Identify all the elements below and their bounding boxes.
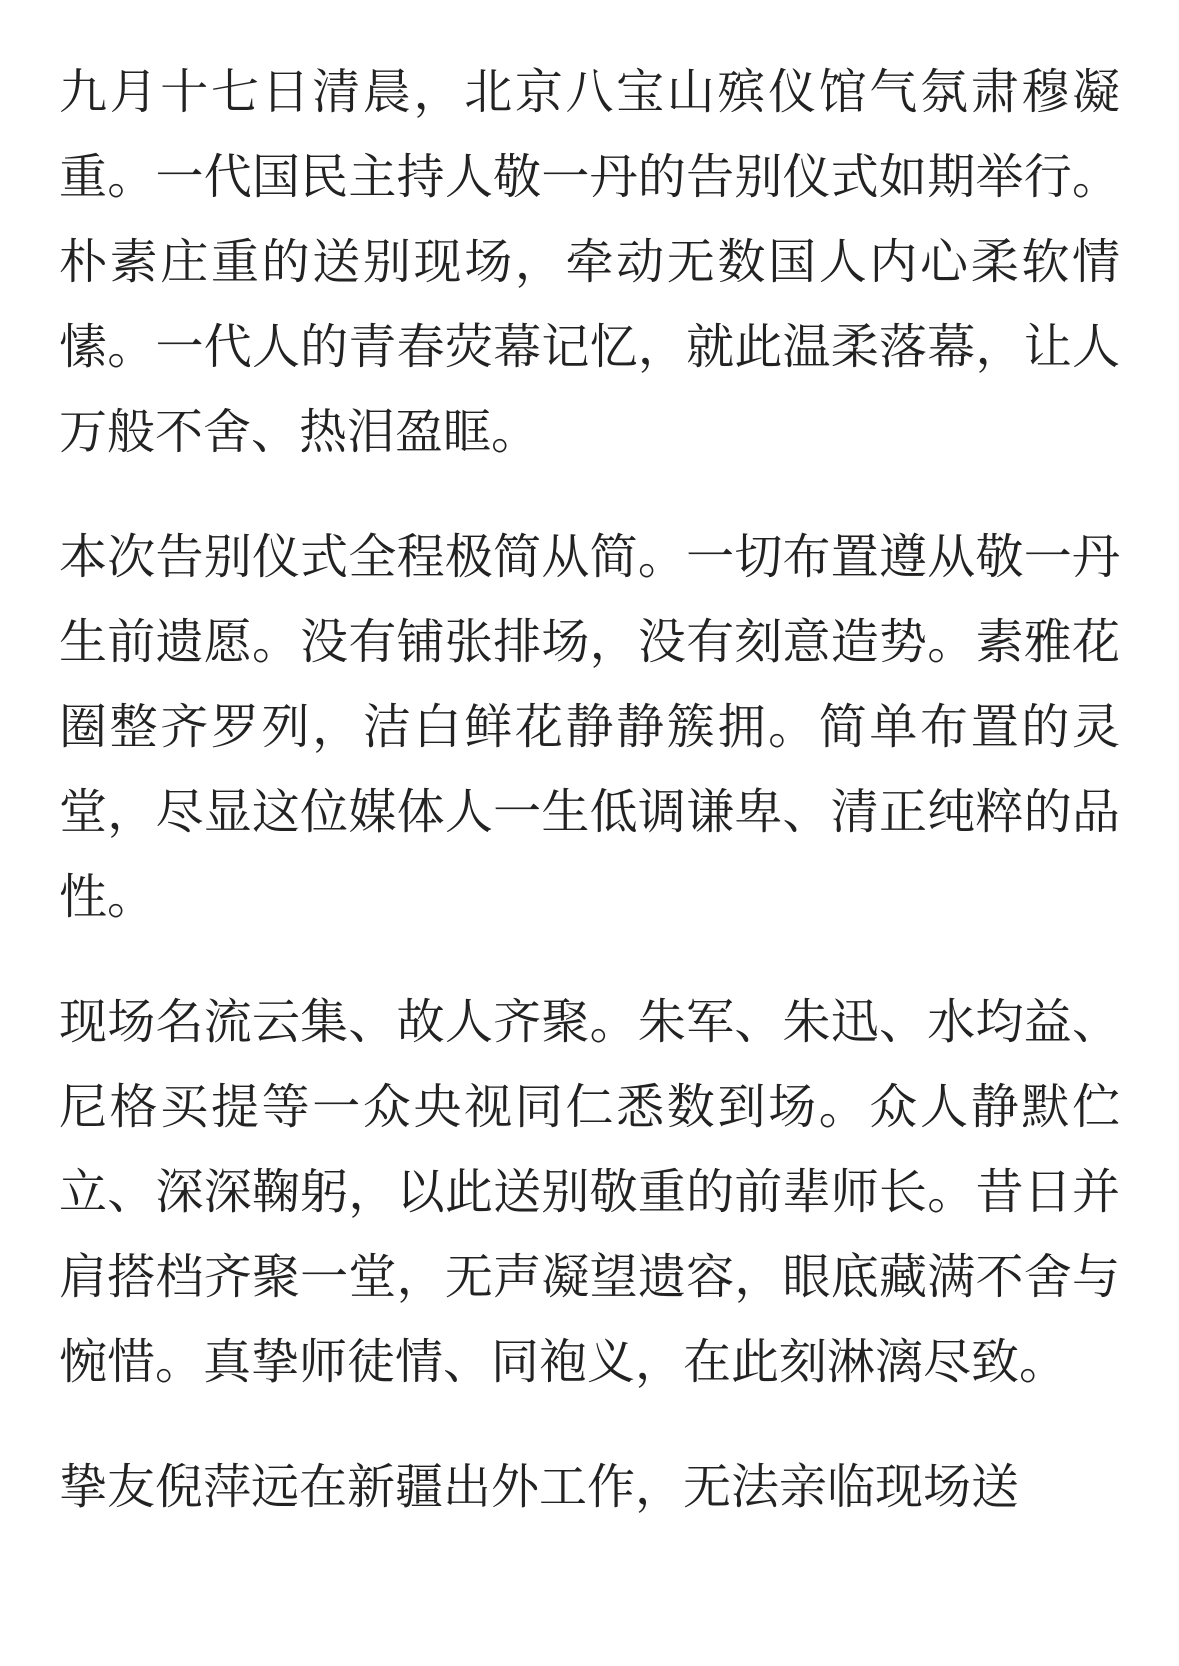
article-body — [59, 50, 1120, 1530]
paragraph-4-partial: 挚友倪萍远在新疆出外工作，无法亲临现场送 — [59, 1459, 1020, 1515]
paragraph-1: 九月十七日清晨，北京八宝山殡仪馆气氛肃穆凝重。一代国民主持人敬一丹的告别仪式如期举行。朴素庄重的送别现场，牵动无数国人内心柔软情愫。一代人的青春荧幕记忆，就此温柔落幕，让人万般不舍、热泪盈眶。 — [59, 64, 1120, 460]
paragraph-2: 本次告别仪式全程极简从简。一切布置遵从敬一丹生前遗愿。没有铺张排场，没有刻意造势。素雅花圈整齐罗列，洁白鲜花静静簇拥。简单布置的灵堂，尽显这位媒体人一生低调谦卑、清正纯粹的品性。 — [59, 529, 1120, 925]
paragraph-3: 现场名流云集、故人齐聚。朱军、朱迅、水均益、尼格买提等一众央视同仁悉数到场。众人静默伫立、深深鞠躬，以此送别敬重的前辈师长。昔日并肩搭档齐聚一堂，无声凝望遗容，眼底藏满不舍与惋惜。真挚师徒情、同袍义，在此刻淋漓尽致。 — [59, 994, 1120, 1390]
